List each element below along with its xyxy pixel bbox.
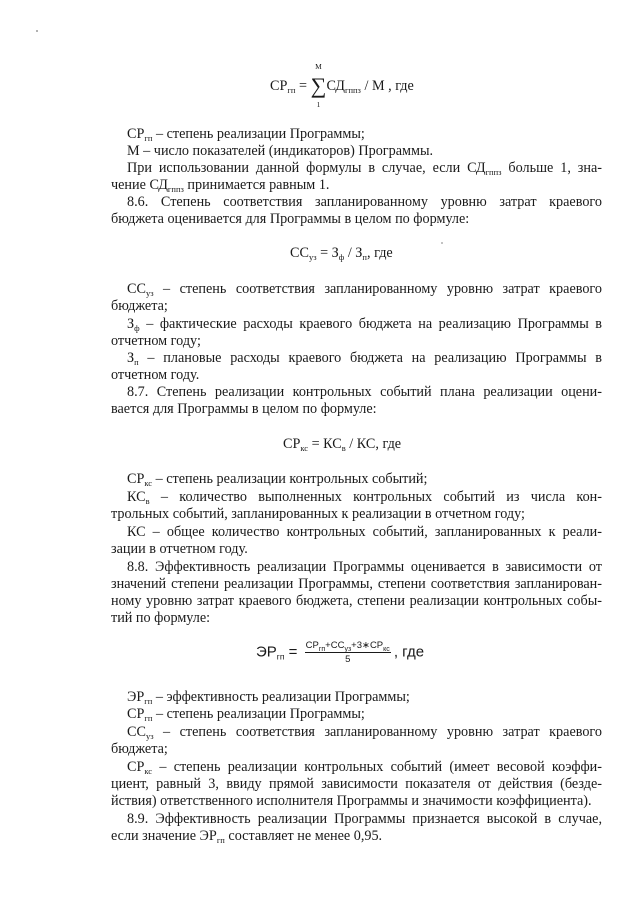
definition-ccuz-cont: бюджета;: [111, 741, 168, 757]
definition-srks-weight-cont: циент, равный 3, ввиду прямой зависимости показателя от действия (безде-: [111, 776, 602, 792]
paragraph-8-8-cont: значений степени реализации Программы, степени соответствия запланирован- ному уровню затрат краевого бюджета, степени реализации контрольных собы-: [111, 576, 602, 609]
definition-cc-cont: бюджета;: [111, 298, 168, 314]
definition-ksv-cont: трольных событий, запланированных к реализации в отчетном году;: [111, 506, 525, 522]
definition-ks-cont: зации в отчетном году.: [111, 541, 248, 557]
definition-srks-weight: $СР_{кс}$ – степень реализации контрольных событий (имеет весовой коэффи-: [127, 759, 602, 776]
efficiency-fraction: $\frac{СР_{гп}+СС_{уз}+3∗СР_{кс}}{5}$: [305, 640, 390, 665]
definition-zp-cont: отчетном году.: [111, 367, 200, 383]
definition-srgp: $СР_{гп}$ – степень реализации Программы;: [127, 706, 365, 723]
formula-cost-compliance: $СС_{уз} = З_ф / З_п$, где: [290, 245, 393, 262]
paragraph-note-cont: чение $СД_{гппз}$ принимается равным 1.: [111, 177, 330, 194]
paragraph-8-8-end: тий по формуле:: [111, 610, 211, 626]
definition-list: [127, 126, 602, 160]
paragraph-8-6: 8.6. Степень соответствия запланированному уровню затрат краевого: [127, 194, 602, 210]
definition-ks: КС – общее количество контрольных событий, запланированных к реали-: [127, 524, 602, 540]
definition-ksv: $КС_в$ – количество выполненных контрольных событий из числа кон-: [127, 489, 602, 506]
definition-item: М – число показателей (индикаторов) Программы.: [127, 143, 434, 159]
definition-srks: $СР_{кс}$ – степень реализации контрольных событий;: [127, 471, 428, 488]
definition-zf-cont: отчетном году;: [111, 333, 201, 349]
paragraph-8-7-cont: вается для Программы в целом по формуле:: [111, 401, 377, 417]
definition-zf: $З_ф$ – фактические расходы краевого бюджета на реализацию Программы в: [127, 316, 602, 333]
definition-item: $СР_{гп}$ – степень реализации Программы;: [127, 126, 365, 143]
scan-artifact: [36, 30, 38, 32]
paragraph-8-9-cont: если значение $ЭР_{гп}$ составляет не менее 0,95.: [111, 828, 383, 845]
paragraph-8-7: 8.7. Степень реализации контрольных событий плана реализации оцени-: [127, 384, 602, 400]
definition-zp: $З_п$ – плановые расходы краевого бюджета на реализацию Программы в: [127, 350, 602, 367]
definition-ergp: $ЭР_{гп}$ – эффективность реализации Программы;: [127, 689, 410, 706]
scan-artifact: [441, 242, 443, 244]
paragraph-8-8: 8.8. Эффективность реализации Программы оценивается в зависимости от: [127, 559, 602, 575]
definition-ccuz: $СС_{уз}$ – степень соответствия запланированному уровню затрат краевого: [127, 724, 602, 741]
paragraph-8-9: 8.9. Эффективность реализации Программы признается высокой в случае,: [127, 811, 602, 827]
paragraph-note: При использовании данной формулы в случае, если $СД_{гппз}$ больше 1, зна-: [127, 160, 602, 177]
formula-efficiency: $ЭР_{гп}$ = $\frac{СР_{гп}+СС_{уз}+3∗СР_{кс}}{5}$ , где: [256, 640, 425, 665]
formula-control-events: $СР_{кс} = КС_в$ / КС, где: [283, 436, 402, 453]
formula-program-implementation: $СР_{гп}$ = M ∑ 1 $СД_{гппз}$ / М , где: [270, 62, 414, 109]
sum-symbol: M ∑ 1: [310, 62, 327, 109]
definition-srks-weight-end: йствия) ответственного исполнителя Программы и значимости коэффициента).: [111, 793, 592, 809]
definition-cc: $СС_{уз}$ – степень соответствия запланированному уровню затрат краевого: [127, 281, 602, 298]
paragraph-8-6-cont: бюджета оценивается для Программы в целом по формуле:: [111, 211, 470, 227]
